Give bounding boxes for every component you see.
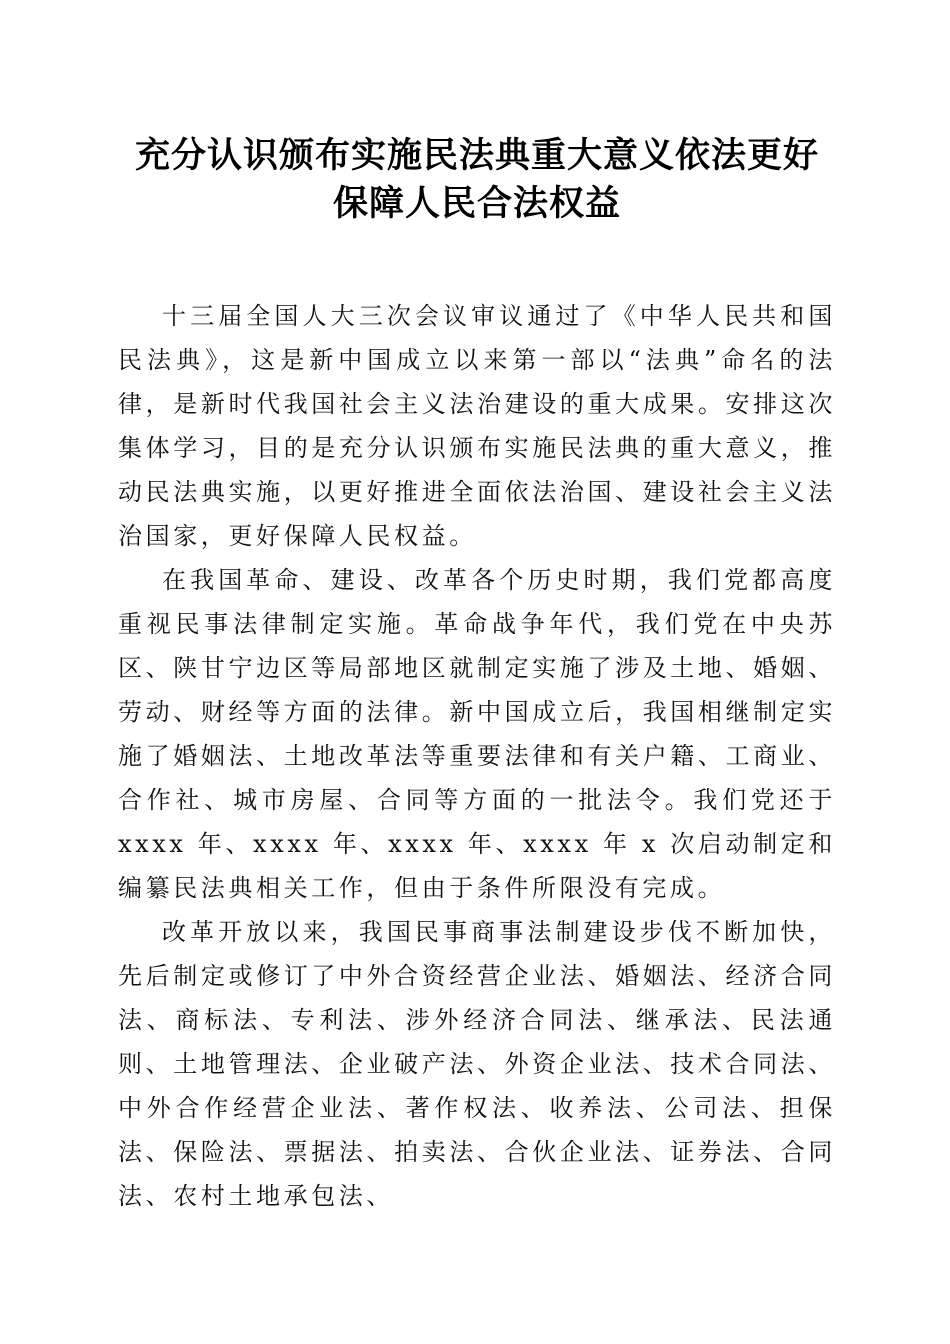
document-page bbox=[118, 132, 836, 1218]
document-body bbox=[118, 294, 836, 1218]
paragraph-3: 改革开放以来，我国民事商事法制建设步伐不断加快，先后制定或修订了中外合资经营企业法、婚姻法、经济合同法、商标法、专利法、涉外经济合同法、继承法、民法通则、土地管理法、企业破产法、外资企业法、技术合同法、中外合作经营企业法、著作权法、收养法、公司法、担保法、保险法、票据法、拍卖法、合伙企业法、证券法、合同法、农村土地承包法、 bbox=[118, 918, 836, 1210]
document-title: 充分认识颁布实施民法典重大意义依法更好保障人民合法权益 bbox=[134, 136, 819, 224]
paragraph-2: 在我国革命、建设、改革各个历史时期，我们党都高度重视民事法律制定实施。革命战争年代，我们党在中央苏区、陕甘宁边区等局部地区就制定实施了涉及土地、婚姻、劳动、财经等方面的法律。新中国成立后，我国相继制定实施了婚姻法、土地改革法等重要法律和有关户籍、工商业、合作社、城市房屋、合同等方面的一批法令。我们党还于 xxxx 年、xxxx 年、xxxx 年、xxxx 年 x 次启动制定和编纂民法典相关工作，但由于条件所限没有完成。 bbox=[118, 566, 836, 902]
paragraph-1: 十三届全国人大三次会议审议通过了《中华人民共和国民法典》，这是新中国成立以来第一部以“法典”命名的法律，是新时代我国社会主义法治建设的重大成果。安排这次集体学习，目的是充分认识颁布实施民法典的重大意义，推动民法典实施，以更好推进全面依法治国、建设社会主义法治国家，更好保障人民权益。 bbox=[118, 302, 836, 550]
